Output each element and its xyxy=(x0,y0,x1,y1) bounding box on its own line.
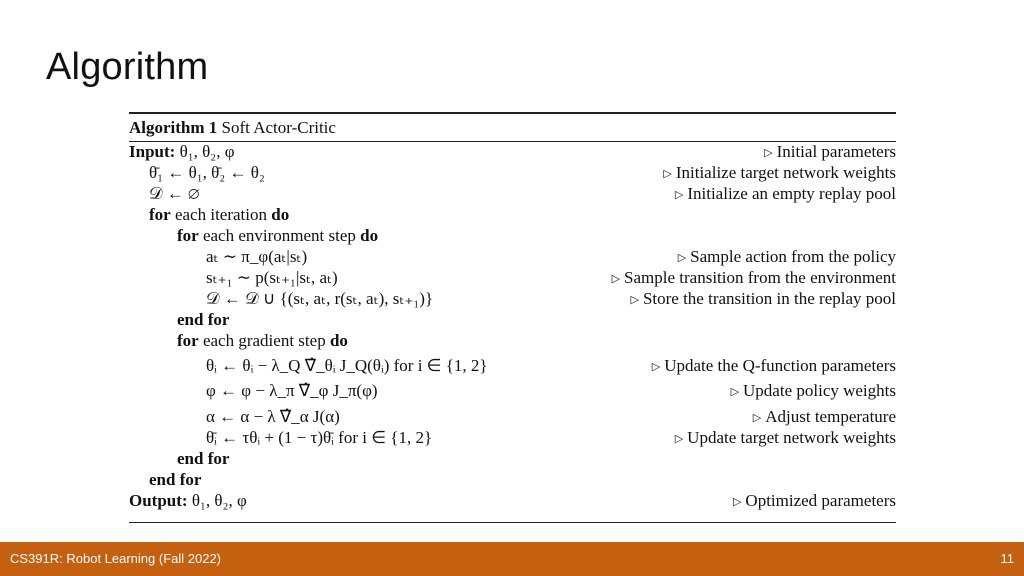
comment-text: Update target network weights xyxy=(687,428,896,447)
algorithm-line xyxy=(129,470,896,490)
comment-triangle-icon: ▷ xyxy=(677,252,687,264)
comment-text: Initialize an empty replay pool xyxy=(687,184,896,203)
algorithm-line xyxy=(129,428,896,448)
comment-text: Update the Q-function parameters xyxy=(664,356,896,375)
algorithm-body xyxy=(129,142,896,526)
comment-triangle-icon: ▷ xyxy=(732,496,742,508)
comment-triangle-icon: ▷ xyxy=(752,412,762,424)
algorithm-line-comment xyxy=(678,247,896,268)
algorithm-line-comment xyxy=(764,142,896,163)
algorithm-line-code: φ ← φ − λ_π ∇̂_φ J_π(φ) xyxy=(206,381,378,400)
algorithm-line xyxy=(129,449,896,469)
algorithm-line-code: Input: θ₁, θ₂, φ xyxy=(129,142,235,161)
comment-text: Sample transition from the environment xyxy=(624,268,896,287)
algorithm-line xyxy=(129,247,896,267)
comment-triangle-icon: ▷ xyxy=(674,189,684,201)
algorithm-line-code: 𝒟 ← 𝒟 ∪ {(sₜ, aₜ, r(sₜ, aₜ), sₜ₊₁)} xyxy=(206,289,434,308)
algorithm-line-comment xyxy=(733,491,896,512)
algorithm-line-comment xyxy=(630,289,896,310)
algorithm-line xyxy=(129,310,896,330)
comment-triangle-icon: ▷ xyxy=(651,361,661,373)
algorithm-line-code: 𝒟 ← ∅ xyxy=(149,184,200,203)
algorithm-line xyxy=(129,331,896,351)
algorithm-box xyxy=(129,112,896,526)
algorithm-line xyxy=(129,407,896,427)
page-number: 11 xyxy=(1000,551,1014,566)
algorithm-line-code: end for xyxy=(177,310,230,329)
algorithm-line-comment xyxy=(652,356,896,377)
algorithm-line-code: α ← α − λ ∇̂_α J(α) xyxy=(206,407,340,426)
algorithm-line-comment xyxy=(753,407,896,428)
comment-text: Optimized parameters xyxy=(745,491,896,510)
algorithm-line-comment xyxy=(663,163,896,184)
algorithm-line-code: for each gradient step do xyxy=(177,331,348,350)
comment-text: Update policy weights xyxy=(743,381,896,400)
algorithm-line xyxy=(129,491,896,511)
algorithm-line-code: θᵢ ← θᵢ − λ_Q ∇̂_θᵢ J_Q(θᵢ) for i ∈ {1, 2} xyxy=(206,356,488,375)
algorithm-label: Algorithm 1 xyxy=(129,118,218,137)
algorithm-line xyxy=(129,142,896,162)
comment-triangle-icon: ▷ xyxy=(730,386,740,398)
slide-title: Algorithm xyxy=(46,46,209,88)
algorithm-name: Soft Actor-Critic xyxy=(221,118,336,137)
comment-text: Sample action from the policy xyxy=(690,247,896,266)
comment-text: Store the transition in the replay pool xyxy=(642,289,896,308)
footer-bar xyxy=(0,542,1024,576)
comment-triangle-icon: ▷ xyxy=(764,147,773,159)
algorithm-header xyxy=(129,114,896,141)
algorithm-bottom-rule xyxy=(129,522,896,523)
algorithm-line-code: sₜ₊₁ ∼ p(sₜ₊₁|sₜ, aₜ) xyxy=(206,268,338,287)
algorithm-line xyxy=(129,226,896,246)
comment-text: Initial parameters xyxy=(776,142,896,161)
algorithm-line-comment xyxy=(612,268,896,289)
algorithm-line-code: Output: θ₁, θ₂, φ xyxy=(129,491,247,510)
algorithm-line-code: aₜ ∼ π_φ(aₜ|sₜ) xyxy=(206,247,308,266)
algorithm-line-comment xyxy=(731,381,896,402)
algorithm-line-code: end for xyxy=(177,449,230,468)
algorithm-line-code: θ̄ᵢ ← τθᵢ + (1 − τ)θ̄ᵢ for i ∈ {1, 2} xyxy=(206,428,433,447)
algorithm-line xyxy=(129,289,896,309)
algorithm-line-comment xyxy=(675,428,896,449)
comment-text: Initialize target network weights xyxy=(675,163,896,182)
algorithm-line xyxy=(129,163,896,183)
comment-text: Adjust temperature xyxy=(765,407,896,426)
algorithm-line-code: for each iteration do xyxy=(149,205,290,224)
algorithm-line-code: end for xyxy=(149,470,202,489)
comment-triangle-icon: ▷ xyxy=(663,168,672,180)
algorithm-line xyxy=(129,184,896,204)
algorithm-line xyxy=(129,268,896,288)
footer-course: CS391R: Robot Learning (Fall 2022) xyxy=(10,551,222,566)
comment-triangle-icon: ▷ xyxy=(611,273,621,285)
comment-triangle-icon: ▷ xyxy=(674,433,684,445)
comment-triangle-icon: ▷ xyxy=(630,294,639,306)
algorithm-line-comment xyxy=(675,184,896,205)
algorithm-line xyxy=(129,205,896,225)
algorithm-line xyxy=(129,356,896,376)
algorithm-line-code: θ̄₁ ← θ₁, θ̄₂ ← θ₂ xyxy=(149,163,265,182)
algorithm-line-code: for each environment step do xyxy=(177,226,379,245)
algorithm-line xyxy=(129,381,896,401)
